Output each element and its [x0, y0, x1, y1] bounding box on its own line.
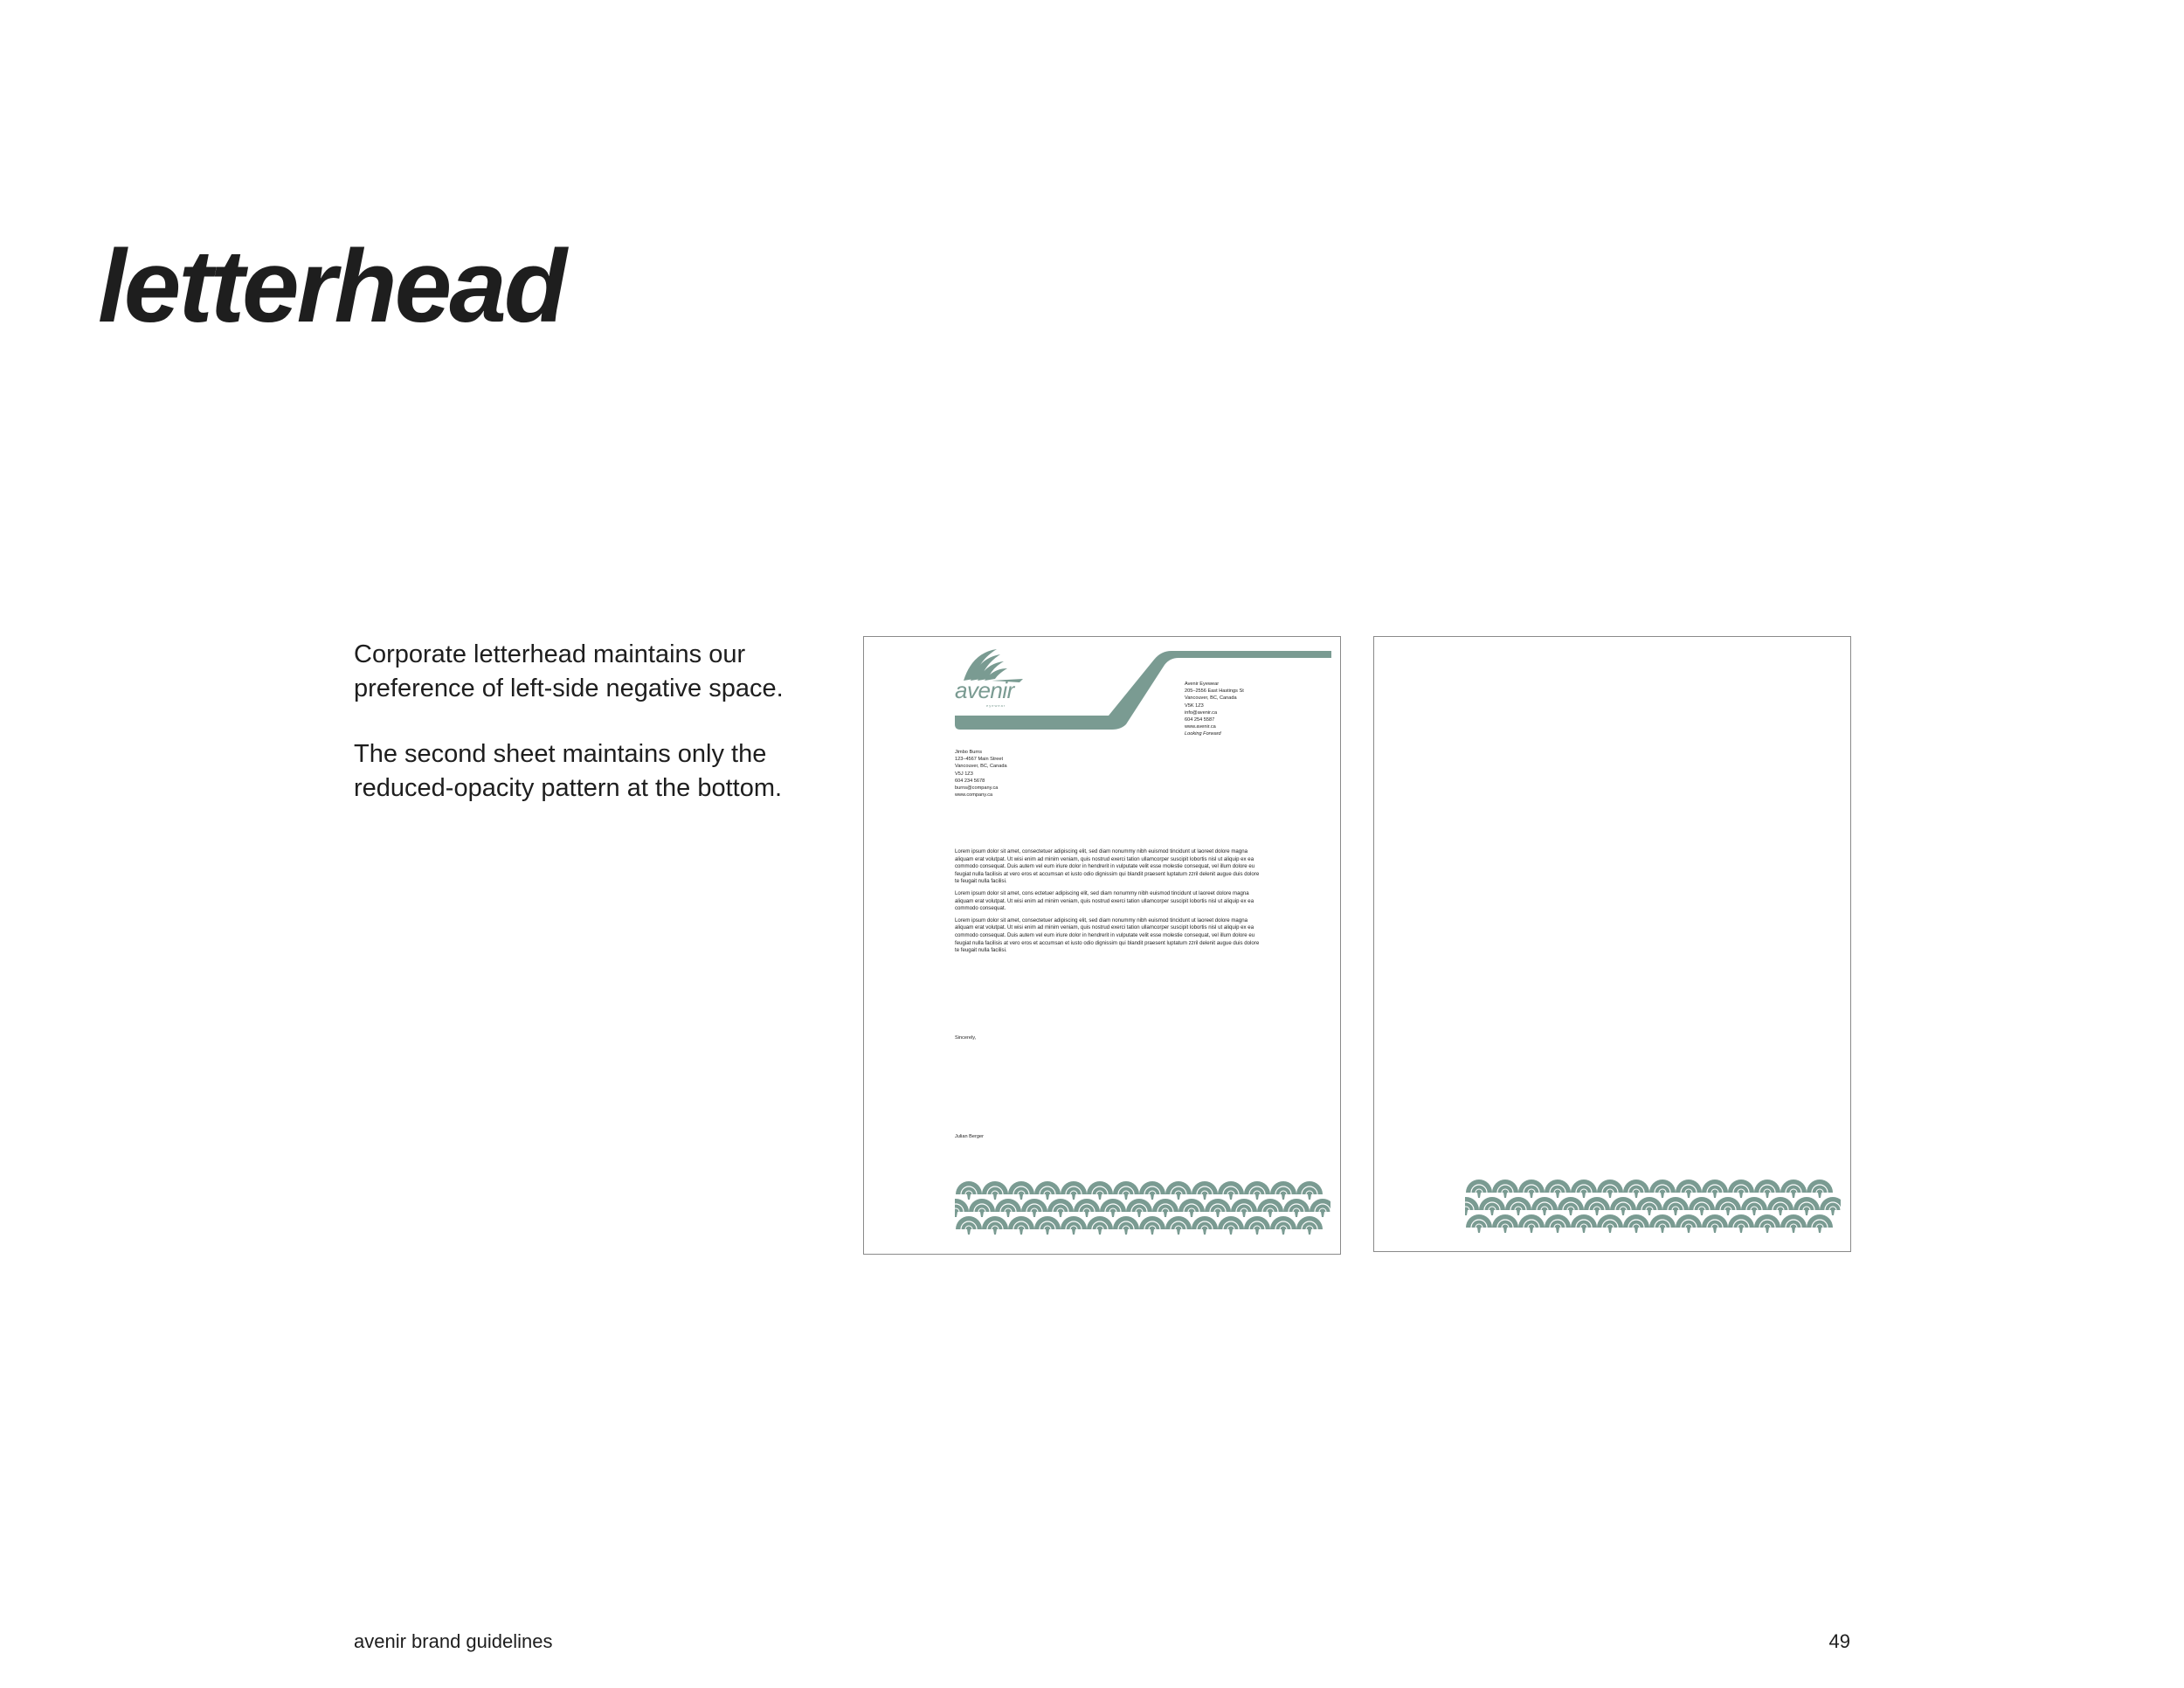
- fan-row: [956, 1181, 1323, 1200]
- sender-phone: 604 254 5587: [1185, 717, 1215, 723]
- letter-paragraph: Lorem ipsum dolor sit amet, cons ectetuer adipiscing elit, sed diam nonummy nibh euismod tincidunt ut laoreet dolore magna aliquam erat volutpat. Ut wisi enim ad minim veniam, quis nostrud exerci tation ullamcorper suscipit lobortis nisl ut aliquip ex ea commodo consequat.: [955, 889, 1254, 912]
- fan-row: [955, 1199, 1330, 1217]
- recipient-address: [955, 749, 1095, 799]
- description: [354, 638, 808, 837]
- letterhead-sheet-1: [863, 636, 1341, 1255]
- sender-company: Avenir Eyewear: [1185, 681, 1220, 687]
- sender-email: info@avenir.ca: [1185, 709, 1218, 716]
- fan-row: [1466, 1180, 1833, 1198]
- recipient-email: burns@company.ca: [955, 785, 999, 792]
- footer-doc-title: avenir brand guidelines: [354, 1630, 553, 1652]
- description-paragraph: The second sheet maintains only the reduced-opacity pattern at the bottom.: [354, 740, 783, 802]
- recipient-city: Vancouver, BC, Canada: [955, 764, 1007, 770]
- letter-paragraph: Lorem ipsum dolor sit amet, consectetuer adipiscing elit, sed diam nonummy nibh euismod tincidunt ut laoreet dolore magna aliquam erat volutpat. Ut wisi enim ad minim veniam, quis nostrud exerci tation ullamcorper suscipit lobortis nisl ut aliquip ex ea commodo consequat. Duis autem vel eum iriure dolor in hendrerit in vulputate velit esse molestie consequat, vel illum dolore eu feugiat nulla facilisis at vero eros et accumsan et iusto odio dignissim qui blandit praesent luptatum zzril delenit augue duis dolore te feugait nulla facilisi.: [955, 917, 1260, 954]
- sender-street: 205–2556 East Hastings St: [1185, 688, 1244, 695]
- recipient-phone: 604 234 5678: [955, 778, 985, 784]
- recipient-street: 123–4567 Main Street: [955, 757, 1004, 763]
- sender-tagline: Looking Forward: [1185, 731, 1221, 737]
- fan-row: [956, 1216, 1323, 1235]
- page-title: letterhead: [98, 229, 564, 345]
- sender-postal: V5K 1Z3: [1185, 702, 1204, 709]
- recipient-name: Jimbo Burns: [955, 750, 983, 755]
- description-paragraph: Corporate letterhead maintains our preference of left-side negative space.: [354, 640, 784, 702]
- sender-city: Vancouver, BC, Canada: [1185, 695, 1237, 702]
- sender-web: www.avenir.ca: [1185, 724, 1216, 730]
- letter-closing: Sincerely,: [955, 1035, 977, 1041]
- fan-row: [1465, 1197, 1841, 1215]
- fan-pattern-graphic: [1465, 1175, 1841, 1238]
- fan-row: [1466, 1214, 1833, 1233]
- letter-signature: Julian Berger: [955, 1134, 984, 1139]
- recipient-postal: V5J 1Z3: [955, 771, 973, 777]
- logo-wordmark: avenir: [955, 677, 1014, 703]
- page-number: 49: [1828, 1630, 1850, 1652]
- recipient-web: www.company.ca: [955, 792, 993, 799]
- letterhead-sheet-2: [1373, 636, 1851, 1252]
- fan-pattern-graphic: [955, 1177, 1330, 1240]
- letter-paragraph: Lorem ipsum dolor sit amet, consectetuer adipiscing elit, sed diam nonummy nibh euismod tincidunt ut laoreet dolore magna aliquam erat volutpat. Ut wisi enim ad minim veniam, quis nostrud exerci tation ullamcorper suscipit lobortis nisl ut aliquip ex ea commodo consequat. Duis autem vel eum iriure dolor in hendrerit in vulputate velit esse molestie consequat, vel illum dolore eu feugiat nulla facilisis at vero eros et accumsan et iusto odio dignissim qui blandit praesent luptatum zzril delenit augue duis dolore te feugait nulla facilisi.: [955, 848, 1260, 885]
- letter-body: [955, 848, 1264, 959]
- logo-subtitle: eyewear: [986, 703, 1006, 708]
- sender-address: [1185, 681, 1289, 738]
